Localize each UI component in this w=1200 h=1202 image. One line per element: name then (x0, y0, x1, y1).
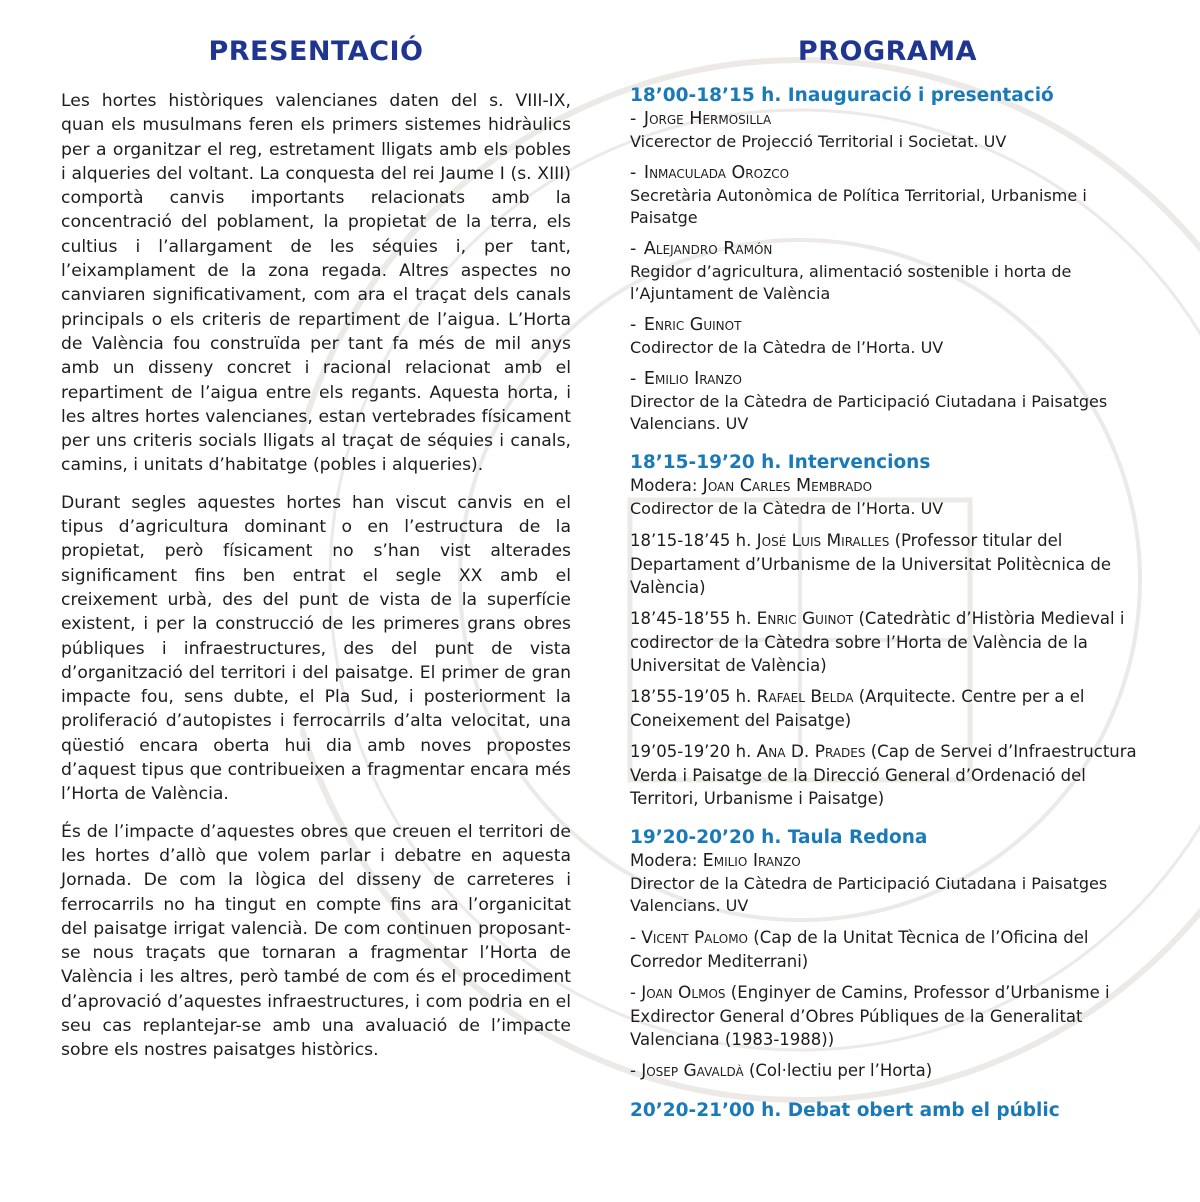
moderator-line: Modera: Emilio Iranzo (630, 851, 801, 871)
panelist-item: - Joan Olmos (Enginyer de Camins, Professor d’Urbanisme i Exdirector General d’Obres Públiques de la Generalitat Valenciana (1983-1988)) (630, 983, 1110, 1049)
talk-item: 18’45-18’55 h. Enric Guinot (Catedràtic d’Història Medieval i codirector de la Càtedra sobre l’Horta de València de la Universitat de València) (630, 609, 1125, 675)
speaker-role: Vicerector de Projecció Territorial i Societat. UV (630, 132, 1007, 151)
moderator-role: Director de la Càtedra de Participació Ciutadana i Paisatges Valencians. UV (630, 874, 1108, 915)
talk-item: 19’05-19’20 h. Ana D. Prades (Cap de Servei d’Infraestructura Verda i Paisatge de la Direcció General d’Ordenació del Territori, Urbanisme i Paisatge) (630, 742, 1137, 808)
presentation-paragraph-1: Les hortes històriques valencianes daten del s. VIII-IX, quan els musulmans feren els primers sistemes hidràulics per a organitzar el reg, estretament lligats amb els pobles i alqueries del voltant. La conquesta del rei Jaume I (s. XIII) comportà canvis importants relacionats amb la concentració del poblament, la propietat de la terra, els cultius i l’allargament de les séquies i, per tant, l’eixamplament de la zona regada. Altres aspectes no canviaren significativament, com ara el traçat dels canals principals o els criteris de repartiment de l’aigua. L’Horta de València fou construïda per tant fa més de mil anys amb un disseny concret i racional relacionat amb el repartiment de l’aigua entre els regants. Aquesta horta, i les altres hortes valencianes, estan vertebrades físicament per uns criteris socials lligats al traçat de séquies i canals, camins, i unitats d’habitatge (pobles i alqueries). (61, 91, 571, 476)
speaker-entry (630, 162, 1145, 229)
presentation-column (61, 28, 571, 1076)
speaker-entry (630, 238, 1145, 305)
moderator-name: Emilio Iranzo (702, 851, 801, 871)
speaker-entry (630, 368, 1145, 435)
session-opening-title: 18’00-18’15 h. Inauguració i presentació (630, 85, 1054, 106)
presentation-paragraph-3: És de l’impacte d’aquestes obres que creuen el territori de les hortes d’allò que volem parlar i debatre en aquesta Jornada. De com la lògica del disseny de carreteres i ferrocarrils no ha tingut en compte fins ara l’organicitat del paisatge irrigat valencià. De com continuen proposant-se nous traçats que tornaran a fragmentar l’Horta de València i les altres, però també de com és el procediment d’aprovació d’aquestes infraestructures, i com podria en el seu cas replantejar-se amb una avaluació de l’impacte sobre els nostres paisatges històrics. (61, 821, 571, 1061)
session-opening (630, 84, 1145, 435)
speaker-entry (630, 108, 1145, 153)
speaker-entry (630, 314, 1145, 359)
moderator-line: Modera: Joan Carles Membrado (630, 476, 873, 496)
session-round-table-title: 19’20-20’20 h. Taula Redona (630, 827, 928, 848)
session-talks-title: 18’15-19’20 h. Intervencions (630, 452, 931, 473)
session-open-debate-title: 20’20-21’00 h. Debat obert amb el públic (630, 1100, 1060, 1121)
speaker-role: Codirector de la Càtedra de l’Horta. UV (630, 338, 944, 357)
speaker-role: Secretària Autonòmica de Política Territorial, Urbanisme i Paisatge (630, 186, 1087, 227)
session-open-debate (630, 1099, 1145, 1123)
programme-column (630, 28, 1145, 1139)
speaker-name: - Enric Guinot (630, 315, 742, 335)
moderator-name: Joan Carles Membrado (702, 476, 873, 496)
talk-item: 18’55-19’05 h. Rafael Belda (Arquitecte. Centre per a el Coneixement del Paisatge) (630, 687, 1085, 730)
panelist-item: - Josep Gavaldà (Col·lectiu per l’Horta) (630, 1061, 933, 1081)
moderator-role: Codirector de la Càtedra de l’Horta. UV (630, 499, 944, 518)
talk-item: 18’15-18’45 h. José Luis Miralles (Professor titular del Departament d’Urbanisme de la Universitat Politècnica de València) (630, 531, 1111, 597)
speaker-name: - Alejandro Ramón (630, 239, 773, 259)
speaker-name: - Emilio Iranzo (630, 369, 742, 389)
speaker-name: - Jorge Hermosilla (630, 109, 772, 129)
presentation-heading: PRESENTACIÓ (208, 36, 424, 67)
speaker-name: - Inmaculada Orozco (630, 163, 790, 183)
programme-heading: PROGRAMA (797, 36, 978, 67)
session-talks (630, 451, 1145, 810)
session-round-table (630, 826, 1145, 1083)
speaker-role: Regidor d’agricultura, alimentació sostenible i horta de l’Ajuntament de València (630, 262, 1072, 303)
speaker-role: Director de la Càtedra de Participació Ciutadana i Paisatges Valencians. UV (630, 392, 1108, 433)
presentation-paragraph-2: Durant segles aquestes hortes han viscut canvis en el tipus d’agricultura dominant o en l’estructura de la propietat, però físicament no s’han vist alterades significament fins ben entrat el segle XX amb el creixement urbà, des del punt de vista de la superfície existent, i per la construcció de les primeres grans obres públiques i infraestructures, des del punt de vista d’organització del territori i del paisatge. El primer de gran impacte fou, sens dubte, el Pla Sud, i posteriorment la proliferació d’autopistes i ferrocarrils d’alta velocitat, una qüestió encara oberta hui dia amb noves propostes d’aquest tipus que contribueixen a fragmentar encara més l’Horta de València. (61, 492, 571, 805)
panelist-item: - Vicent Palomo (Cap de la Unitat Tècnica de l’Oficina del Corredor Mediterrani) (630, 928, 1089, 971)
